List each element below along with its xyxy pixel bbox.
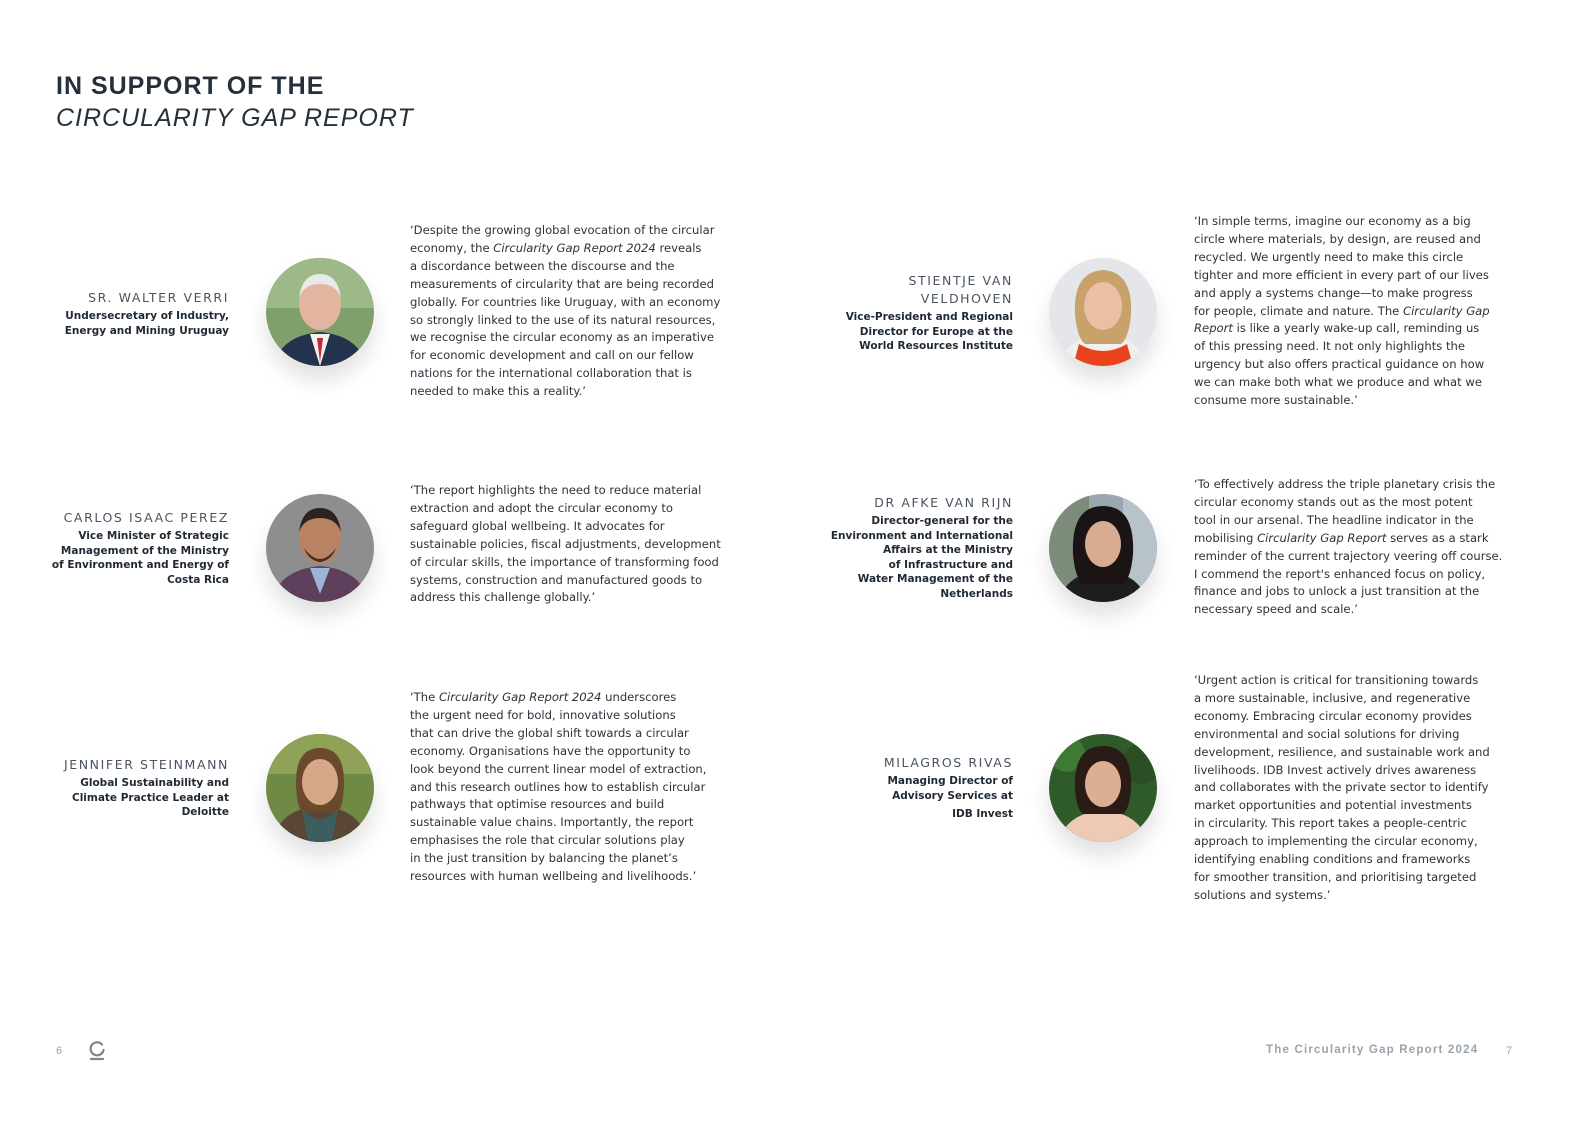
quote-line: ‘The report highlights the need to reduce material [410, 483, 702, 497]
person-name: SR. WALTER VERRI [88, 290, 229, 305]
quote-line: safeguard global wellbeing. It advocates for [410, 518, 665, 533]
milagros-rivas-identity [813, 754, 1013, 822]
quote-line: sustainable policies, fiscal adjustments, development [410, 536, 721, 551]
walter-verri-identity [29, 289, 229, 338]
role-line: Vice-President and Regional [845, 311, 1013, 323]
page-number-left: 6 [56, 1045, 63, 1057]
quote-line: and this research outlines how to establish circular [410, 779, 706, 794]
page-title [56, 70, 414, 134]
quote-line: identifying enabling conditions and frameworks [1194, 852, 1471, 867]
quote-line: ‘Urgent action is critical for transitioning towards [1194, 673, 1479, 687]
quote-line: recycled. We urgently need to make this circle [1194, 249, 1464, 264]
quote-line: so strongly linked to the use of its natural resources, [410, 312, 716, 327]
quote-line: I commend the report's enhanced focus on policy, [1194, 566, 1486, 581]
quote-line: economy. Organisations have the opportunity to [410, 743, 691, 758]
role-line: Undersecretary of Industry, [65, 310, 229, 322]
person-name: MILAGROS RIVAS [883, 755, 1013, 770]
person-name: DR AFKE VAN RIJN [874, 495, 1013, 510]
milagros-rivas-quote [1194, 672, 1524, 905]
quote-line: of this pressing need. It not only highlights the [1194, 339, 1465, 354]
stientje-van-veldhoven-quote [1194, 213, 1524, 410]
quote-line: address this challenge globally.’ [410, 590, 596, 605]
role-line: Energy and Mining Uruguay [64, 324, 229, 337]
quote-line: a more sustainable, inclusive, and regenerative [1194, 690, 1471, 705]
quote-line: needed to make this a reality.’ [410, 384, 586, 399]
quote-line: finance and jobs to unlock a just transition at the [1194, 584, 1480, 599]
quote-line: economy, the Circularity Gap Report 2024 reveals [410, 240, 702, 255]
carlos-perez-portrait [266, 494, 374, 602]
stientje-van-veldhoven-identity [813, 272, 1013, 354]
milagros-rivas-portrait [1049, 734, 1157, 842]
quote-line: sustainable value chains. Importantly, the report [410, 815, 694, 830]
role-line: Vice Minister of Strategic [78, 530, 229, 542]
walter-verri-portrait [266, 258, 374, 366]
quote-line: and apply a systems change—to make progress [1194, 285, 1473, 300]
role-line: Global Sustainability and [80, 777, 229, 789]
quote-line: systems, construction and manufactured goods to [410, 572, 703, 587]
person-role [813, 310, 1013, 354]
quote-line: Report is like a yearly wake-up call, reminding us [1194, 321, 1480, 336]
quote-line: development, resilience, and sustainable work and [1194, 744, 1490, 759]
role-line: Management of the Ministry [60, 544, 229, 557]
afke-van-rijn-identity [793, 494, 1013, 601]
stientje-van-veldhoven-portrait [1049, 258, 1157, 366]
quote-line: in circularity. This report takes a people-centric [1194, 816, 1467, 831]
quote-line: we recognise the circular economy as an imperative [410, 330, 715, 345]
role-line: Climate Practice Leader at [71, 791, 229, 804]
role-line: Costa Rica [167, 573, 229, 586]
jennifer-steinmann-quote [410, 689, 740, 886]
quote-line: approach to implementing the circular economy, [1194, 834, 1478, 849]
role-line: Managing Director of [887, 775, 1013, 787]
quote-line: and collaborates with the private sector to identify [1194, 780, 1489, 795]
quote-line: environmental and social solutions for driving [1194, 726, 1460, 741]
quote-line: consume more sustainable.’ [1194, 393, 1358, 408]
quote-line: ‘The Circularity Gap Report 2024 underscores [410, 690, 677, 704]
person-name: CARLOS ISAAC PEREZ [63, 510, 229, 525]
quote-line: market opportunities and potential investments [1194, 798, 1472, 813]
quote-line: that can drive the global shift towards a circular [410, 725, 689, 740]
role-line: Director for Europe at the [859, 325, 1013, 338]
quote-line: measurements of circularity that are being recorded [410, 276, 715, 291]
quote-line: urgency but also offers practical guidance on how [1194, 357, 1485, 372]
person-name [813, 272, 1013, 308]
walter-verri-quote [410, 222, 740, 401]
person-role [793, 514, 1013, 601]
quote-line: livelihoods. IDB Invest actively drives awareness [1194, 762, 1477, 777]
quote-line: extraction and adopt the circular economy to [410, 500, 673, 515]
page-number-right: 7 [1506, 1045, 1513, 1057]
quote-line: ‘Despite the growing global evocation of the circular [410, 223, 715, 237]
quote-line: circular economy stands out as the most potent [1194, 494, 1473, 509]
quote-line: tighter and more efficient in every part of our lives [1194, 267, 1489, 282]
jennifer-steinmann-portrait [266, 734, 374, 842]
title-line-2: CIRCULARITY GAP REPORT [56, 104, 414, 132]
person-role [29, 309, 229, 338]
role-line: IDB Invest [952, 808, 1013, 820]
report-title-footer: The Circularity Gap Report 2024 [1266, 1044, 1479, 1056]
carlos-perez-identity [29, 509, 229, 587]
role-line: of Infrastructure and [888, 558, 1013, 571]
title-line-1: IN SUPPORT OF THE [56, 72, 325, 100]
quote-line: for people, climate and nature. The Circularity Gap [1194, 303, 1490, 318]
quote-line: for smoother transition, and prioritising targeted [1194, 869, 1477, 884]
quote-line: in the just transition by balancing the planet’s [410, 851, 678, 866]
quote-line: pathways that optimise resources and build [410, 797, 665, 812]
quote-line: resources with human wellbeing and livelihoods.’ [410, 869, 697, 884]
person-role [813, 774, 1013, 822]
role-line: Director-general for the [871, 515, 1013, 527]
person-role [29, 529, 229, 587]
carlos-perez-quote [410, 482, 740, 607]
circle-gap-logo-icon [88, 1040, 106, 1062]
role-line: Environment and International [830, 529, 1013, 542]
quote-line: tool in our arsenal. The headline indicator in the [1194, 512, 1474, 527]
quote-line: globally. For countries like Uruguay, with an economy [410, 294, 721, 309]
person-name: JENNIFER STEINMANN [63, 757, 229, 772]
quote-line: solutions and systems.’ [1194, 887, 1331, 902]
quote-line: emphasises the role that circular solutions play [410, 833, 685, 848]
role-line: Water Management of the [857, 573, 1013, 585]
quote-line: reminder of the current trajectory veering off course. [1194, 548, 1503, 563]
person-role [29, 776, 229, 820]
name-line: VELDHOVEN [920, 291, 1013, 306]
quote-line: for economic development and call on our fellow [410, 348, 694, 363]
quote-line: circle where materials, by design, are reused and [1194, 231, 1481, 246]
quote-line: ‘In simple terms, imagine our economy as a big [1194, 214, 1471, 228]
role-line: Advisory Services at [892, 789, 1013, 802]
quote-line: nations for the international collaboration that is [410, 366, 692, 381]
quote-line: mobilising Circularity Gap Report serves as a stark [1194, 530, 1489, 545]
quote-line: ‘To effectively address the triple planetary crisis the [1194, 477, 1496, 491]
quote-line: economy. Embracing circular economy provides [1194, 708, 1472, 723]
quote-line: the urgent need for bold, innovative solutions [410, 707, 676, 722]
afke-van-rijn-portrait [1049, 494, 1157, 602]
role-line: Affairs at the Ministry [883, 544, 1013, 556]
quote-line: of circular skills, the importance of transforming food [410, 554, 719, 569]
quote-line: look beyond the current linear model of extraction, [410, 761, 707, 776]
role-line: of Environment and Energy of [51, 559, 229, 571]
role-line: Netherlands [940, 587, 1013, 600]
role-line: Deloitte [181, 806, 229, 818]
name-line: STIENTJE VAN [908, 273, 1013, 288]
quote-line: a discordance between the discourse and the [410, 258, 675, 273]
afke-van-rijn-quote [1194, 476, 1524, 619]
role-line: World Resources Institute [859, 340, 1013, 352]
quote-line: we can make both what we produce and what we [1194, 375, 1482, 390]
jennifer-steinmann-identity [29, 756, 229, 820]
quote-line: necessary speed and scale.’ [1194, 602, 1358, 617]
